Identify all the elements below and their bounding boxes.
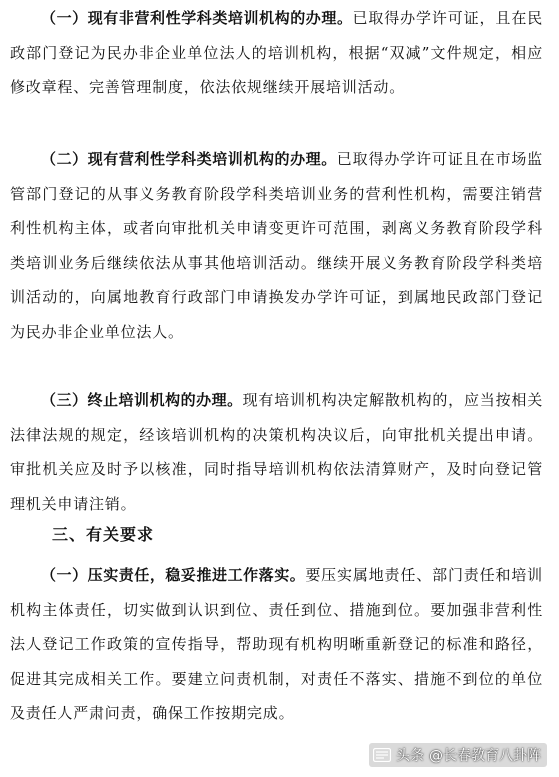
paragraph-body: 现有培训机构决定解散机构的，应当按相关法律法规的规定，经该培训机构的决策机构决议后，向审批机关提出申请。审批机关应及时予以核准，同时指导培训机构依法清算财产，及时向登记管理机关申请注销。 [10, 391, 543, 513]
paragraph-lead: （一）压实责任，稳妥推进工作落实。 [41, 566, 306, 584]
paragraph-body: 要压实属地责任、部门责任和培训机构主体责任，切实做到认识到位、责任到位、措施到位。要加强非营利性法人登记工作政策的宣传指导，帮助现有机构明晰重新登记的标准和路径，促进其完成相关工作。要建立问责机制，对责任不落实、措施不到位的单位及责任人严肃问责，确保工作按期完成。 [10, 566, 543, 722]
paragraph-terminate-institutions [10, 383, 543, 521]
paragraph-forprofit-institutions [10, 142, 543, 349]
watermark-account: @长春教育八卦阵 [429, 748, 541, 764]
paragraph-lead: （三）终止培训机构的办理。 [41, 391, 243, 409]
paragraph-lead: （二）现有营利性学科类培训机构的办理。 [41, 150, 337, 168]
watermark [369, 743, 547, 767]
paragraph-body: 已取得办学许可证，且在民政部门登记为民办非企业单位法人的培训机构，根据“双减”文件规定，相应修改章程、完善管理制度，依法依规继续开展培训活动。 [10, 9, 543, 96]
watermark-platform: 头条 [396, 748, 424, 764]
section-heading: 三、有关要求 [52, 525, 155, 544]
paragraph-nonprofit-institutions [10, 1, 543, 105]
paragraph-responsibility [10, 558, 543, 731]
paragraph-lead: （一）现有非营利性学科类培训机构的办理。 [41, 9, 353, 27]
paragraph-body: 已取得办学许可证且在市场监管部门登记的从事义务教育阶段学科类培训业务的营利性机构，需要注销营利性机构主体，或者向审批机关申请变更许可范围，剥离义务教育阶段学科类培训业务后继续依法从事其他培训活动。继续开展义务教育阶段学科类培训活动的，向属地教育行政部门申请换发办学许可证，到属地民政部门登记为民办非企业单位法人。 [10, 150, 543, 341]
toutiao-logo-icon [373, 748, 391, 762]
